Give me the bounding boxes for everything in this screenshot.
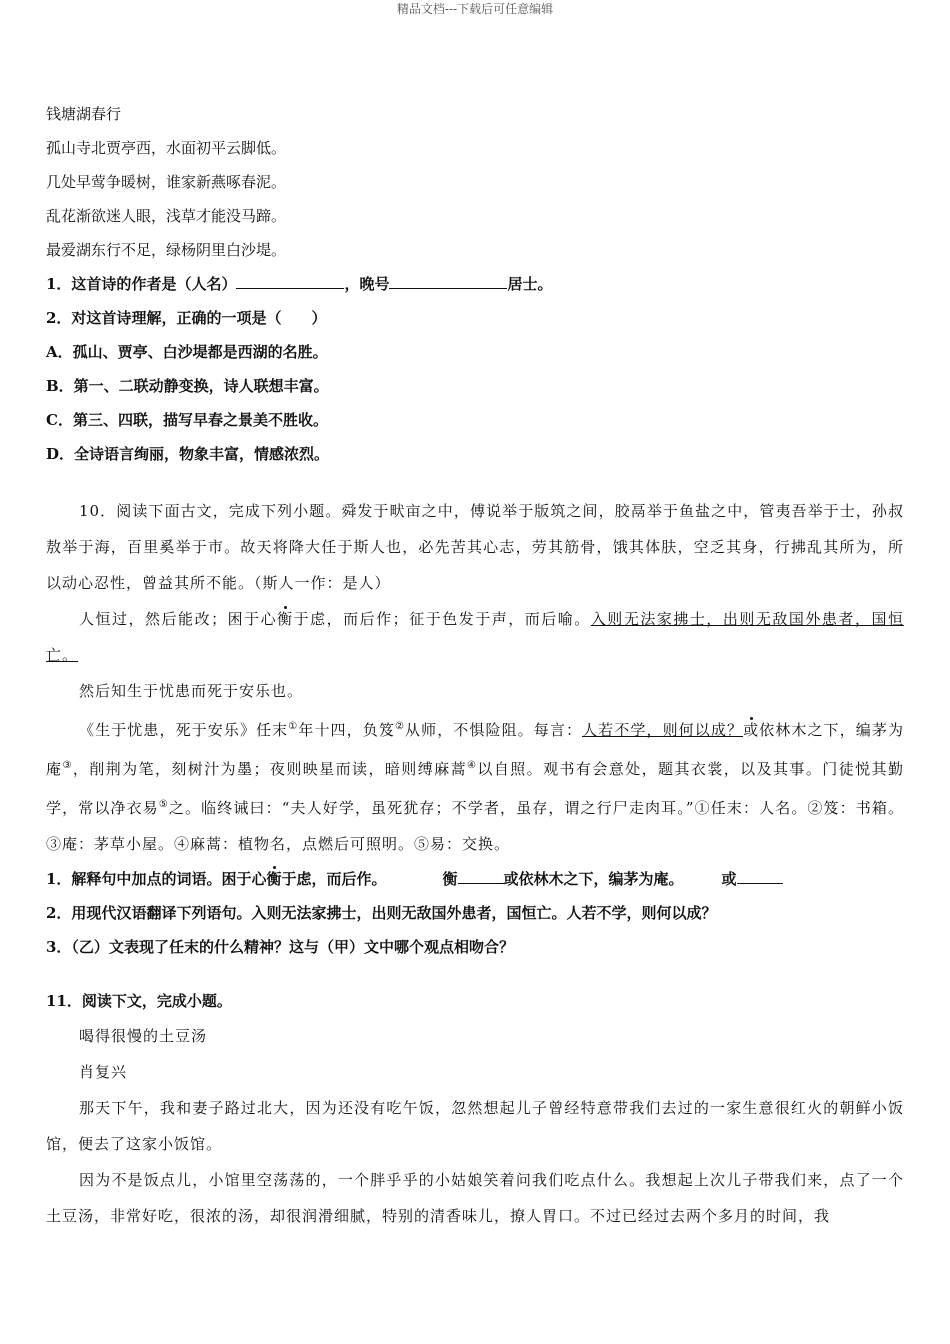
dotted-word: 衡	[277, 610, 294, 628]
poem-line: 几处早莺争暖树，谁家新燕啄春泥。	[46, 173, 287, 191]
poem-title: 钱塘湖春行	[46, 105, 122, 123]
answer-blank[interactable]	[236, 272, 344, 289]
question-intro: 10．阅读下面古文，完成下列小题。	[79, 502, 342, 520]
classical-text-yi: 《生于忧患，死于安乐》任末①年十四，负笈②从师，不惧险阻。每言：人若不学，则何以成？或依林木之下，编茅为庵③，削荆为笔，刻树汁为墨；夜则映星而读，暗则缚麻蒿④以自照。观书有会意处，题其衣裳，以及其事。门徒悦其勤学，常以净衣易⑤之。临终诫曰：“夫人好学，虽死犹存；不学者，虽存，谓之行尸走肉耳。”①任末：人名。②笈：书箱。③庵：茅草小屋。④麻蒿：植物名，点燃后可照明。⑤易：交换。	[46, 721, 905, 853]
question-spirit: 3．（乙）文表现了任末的什么精神？这与（甲）文中哪个观点相吻合？	[46, 938, 514, 956]
poem-line: 孤山寺北贾亭西，水面初平云脚低。	[46, 139, 287, 157]
answer-blank[interactable]	[737, 867, 783, 884]
classical-text-jia-2: 人恒过，然后能改；困于心衡于虑，而后作；征于色发于声，而后喻。入则无法家拂士，出则无敌国外患者，国恒亡。	[46, 610, 904, 664]
dotted-word: 或	[743, 721, 760, 739]
article-paragraph: 那天下午，我和妻子路过北大，因为还没有吃午饭，忽然想起儿子曾经特意带我们去过的一家生意很红火的朝鲜小饭馆，便去了这家小饭馆。	[46, 1099, 904, 1153]
question-translate: 2．用现代汉语翻译下列语句。入则无法家拂士，出则无敌国外患者，国恒亡。人若不学，则何以成？	[46, 904, 717, 922]
classical-text-jia-3: 然后知生于忧患而死于安乐也。	[79, 682, 304, 700]
article-title: 喝得很慢的土豆汤	[79, 1027, 208, 1045]
answer-blank[interactable]	[458, 867, 504, 884]
option-d[interactable]: D．全诗语言绚丽，物象丰富，情感浓烈。	[46, 445, 330, 463]
dotted-word: 衡	[266, 870, 282, 888]
poem-line: 最爱湖东行不足，绿杨阴里白沙堤。	[46, 241, 287, 259]
classical-text-jia: 10．阅读下面古文，完成下列小题。舜发于畎亩之中，傅说举于版筑之间，胶鬲举于鱼盐之中，管夷吾举于士，孙叔敖举于海，百里奚举于市。故天将降大任于斯人也，必先苦其心志，劳其筋骨，饿其体肤，空乏其身，行拂乱其所为，所以动心忍性，曾益其所不能。（斯人一作：是人）	[46, 502, 904, 592]
option-b[interactable]: B．第一、二联动静变换，诗人联想丰富。	[46, 377, 329, 395]
underlined-sentence: 人若不学，则何以成？	[582, 721, 744, 739]
page-header: 精品文档---下载后可任意编辑	[396, 2, 554, 16]
answer-blank[interactable]	[389, 272, 507, 289]
option-a[interactable]: A．孤山、贾亭、白沙堤都是西湖的名胜。	[46, 343, 328, 361]
option-c[interactable]: C．第三、四联，描写早春之景美不胜收。	[46, 411, 328, 429]
article-author: 肖复兴	[79, 1063, 128, 1081]
underlined-sentence: 入则无法家拂士，出则无敌国外患者，国恒亡。	[46, 610, 904, 664]
question-author: 1．这首诗的作者是（人名） ，晚号 居士。	[46, 267, 904, 301]
question-explain-words: 1．解释句中加点的词语。困于心衡于虑，而后作。 衡 或依林木之下，编茅为庵。 或	[46, 862, 904, 896]
poem-line: 乱花渐欲迷人眼，浅草才能没马蹄。	[46, 207, 287, 225]
document-page	[46, 97, 904, 1234]
article-paragraph: 因为不是饭点儿，小馆里空荡荡的，一个胖乎乎的小姑娘笑着问我们吃点什么。我想起上次儿子带我们来，点了一个土豆汤，非常好吃，很浓的汤，却很润滑细腻，特别的清香味儿，撩人胃口。不过已经过去两个多月的时间，我	[46, 1171, 904, 1225]
question-understanding: 2．对这首诗理解，正确的一项是（ ）	[46, 309, 327, 327]
question-intro: 11．阅读下文，完成小题。	[46, 992, 232, 1010]
